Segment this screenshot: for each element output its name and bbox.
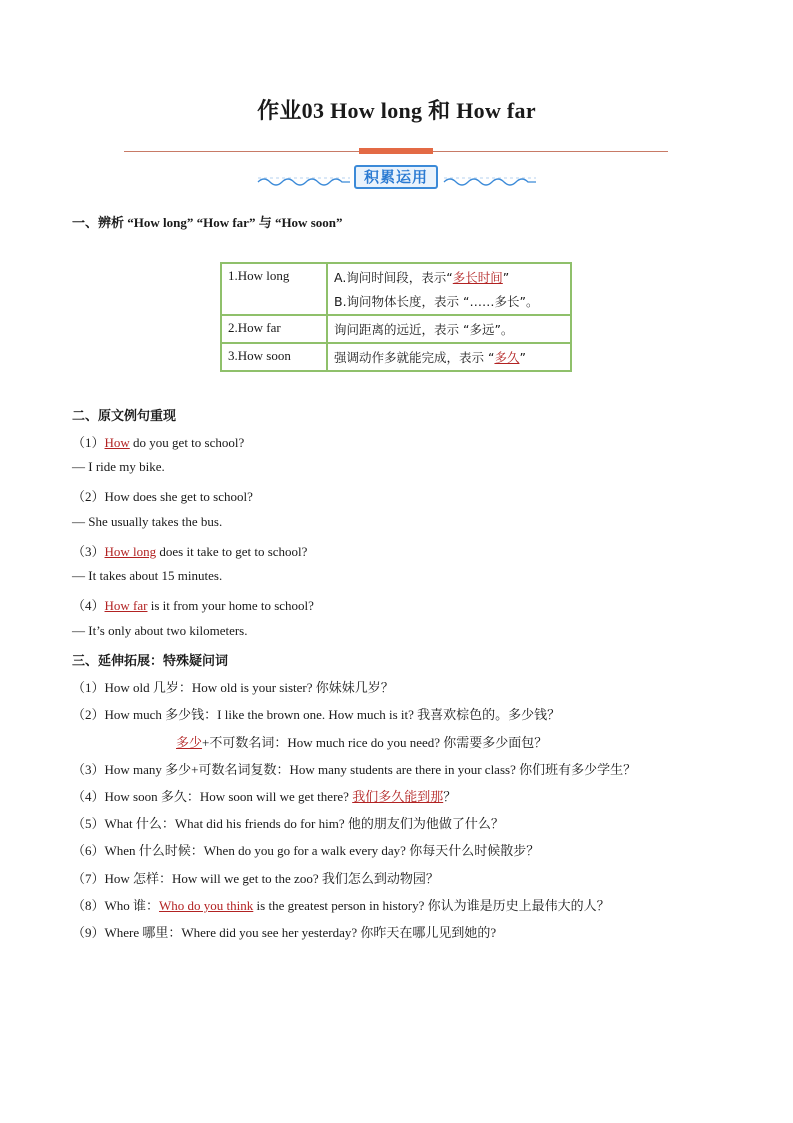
cell-text: B.询问物体长度，表示 “……多长”。 <box>334 294 539 309</box>
table-cell: 2.How far <box>221 315 327 343</box>
example-line: （1）How old 几岁：How old is your sister? 你妹妹几岁？ <box>72 680 394 695</box>
section-2-heading: 二、原文例句重现 <box>72 408 177 423</box>
cell-text: 强调动作多就能完成，表示 “ <box>334 350 495 365</box>
underlined-answer: How far <box>104 598 148 613</box>
example-line: （4）How soon 多久：How soon will we get there? 我们多久能到那？ <box>72 789 457 804</box>
underlined-answer: Who do you think <box>159 898 254 913</box>
example-line: （2）How does she get to school? <box>72 489 253 504</box>
table-cell <box>327 343 571 371</box>
example-line: （6）When 什么时候：When do you go for a walk every day? 你每天什么时候散步？ <box>72 843 540 858</box>
example-line: — She usually takes the bus. <box>72 514 223 529</box>
underlined-answer: 多少 <box>176 735 203 750</box>
example-line: （4）How far is it from your home to school? <box>72 598 314 613</box>
example-line: （1）How do you get to school? <box>72 435 245 450</box>
example-line: 多少+不可数名词：How much rice do you need? 你需要多少面包？ <box>176 735 548 750</box>
section-3-heading: 三、延伸拓展：特殊疑问词 <box>72 653 229 668</box>
example-line: — It’s only about two kilometers. <box>72 623 248 638</box>
example-line: （2）How much 多少钱：I like the brown one. How much is it? 我喜欢棕色的。多少钱？ <box>72 707 561 722</box>
table-cell: 询问距离的远近，表示 “多远”。 <box>327 315 571 343</box>
section-1-heading: 一、辨析 “How long” “How far” 与 “How soon” <box>72 215 343 230</box>
example-line: （5）What 什么：What did his friends do for him? 他的朋友们为他做了什么？ <box>72 816 504 831</box>
section-banner <box>254 163 540 193</box>
table-row <box>221 263 571 315</box>
underlined-answer: 我们多久能到那 <box>352 789 444 804</box>
example-line: （3）How many 多少+可数名词复数：How many students are there in your class? 你们班有多少学生？ <box>72 762 637 777</box>
table-row <box>221 315 571 343</box>
underlined-answer: How <box>104 435 130 450</box>
underlined-answer: How long <box>104 544 157 559</box>
cell-text: ” <box>502 270 510 285</box>
example-line: （7）How 怎样：How will we get to the zoo? 我们怎么到动物园？ <box>72 871 439 886</box>
table-cell <box>327 263 571 315</box>
underlined-answer: 多长时间 <box>452 270 503 285</box>
page-title: 作业03 How long 和 How far <box>257 98 536 123</box>
example-line: （3）How long does it take to get to school? <box>72 544 308 559</box>
title-divider-accent <box>359 148 433 154</box>
banner-label: 积累运用 <box>354 165 438 189</box>
example-line: — It takes about 15 minutes. <box>72 568 223 583</box>
cell-text: ” <box>519 350 526 365</box>
cell-text: A.询问时间段，表示“ <box>334 270 453 285</box>
comparison-table <box>220 262 572 372</box>
underlined-answer: 多久 <box>494 350 520 365</box>
table-row <box>221 343 571 371</box>
example-line: （9）Where 哪里：Where did you see her yesterday? 你昨天在哪儿见到她的? <box>72 925 497 940</box>
table-cell: 3.How soon <box>221 343 327 371</box>
table-cell: 1.How long <box>221 263 327 315</box>
example-line: （8）Who 谁：Who do you think is the greatest person in history? 你认为谁是历史上最伟大的人？ <box>72 898 610 913</box>
example-line: — I ride my bike. <box>72 459 165 474</box>
